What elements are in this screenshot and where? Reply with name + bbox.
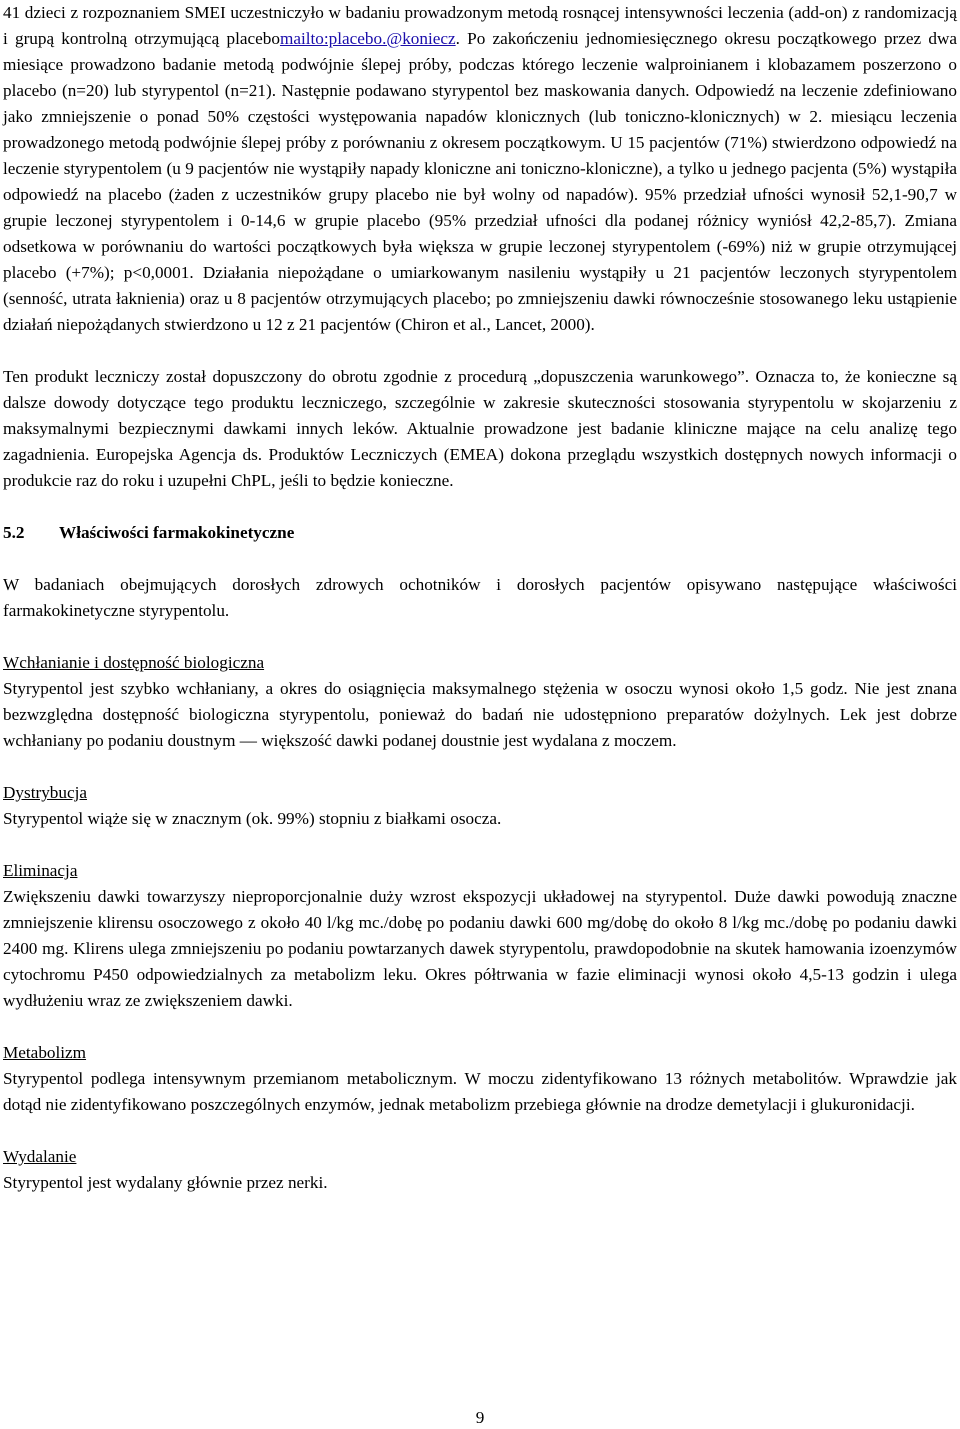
section-intro: W badaniach obejmujących dorosłych zdrowych ochotników i dorosłych pacjentów opisywano następujące właściwości farmakokinetyczne styrypentolu.: [3, 575, 957, 620]
subsection-text-absorption: Styrypentol jest szybko wchłaniany, a okres do osiągnięcia maksymalnego stężenia w osoczu wynosi około 1,5 godz. Nie jest znana bezwzględna dostępność biologiczna styrypentolu, ponieważ do badań nie udostępniono preparatów dożylnych. Lek jest dobrze wchłaniany po podaniu doustnym — większość dawki podanej doustnie jest wydalana z moczem.: [3, 679, 957, 750]
subsection-title-distribution: Dystrybucja: [3, 783, 88, 802]
subsection-text-metabolism: Styrypentol podlega intensywnym przemianom metabolicznym. W moczu zidentyfikowano 13 różnych metabolitów. Wprawdzie jak dotąd nie zidentyfikowano poszczególnych enzymów, jednak metabolizm przebiega głównie na drodze demetylacji i glukuronidacji.: [3, 1069, 957, 1114]
subsection-title-metabolism: Metabolizm: [3, 1043, 87, 1062]
study-text-start: 41 dzieci z rozpoznaniem SMEI uczestniczyło w badaniu prowadzonym metodą rosnącej intensywności leczenia (add-on) z randomizacją i grupą kontrolną otrzymującą placebo: [3, 3, 957, 48]
study-paragraph: [3, 0, 957, 338]
page-number: 9: [475, 1408, 485, 1427]
email-link[interactable]: mailto:placebo.@koniecz: [279, 29, 456, 48]
subsection-title-elimination: Eliminacja: [3, 861, 78, 880]
study-text-rest: . Po zakończeniu jednomiesięcznego okresu początkowego przez dwa miesiące prowadzono badanie metodą podwójnie ślepej próby, podczas którego leczenie walproinianem i klobazamem poszerzono o placebo (n=20) lub styrypentol (n=21). Następnie podawano styrypentol bez maskowania danych. Odpowiedź na leczenie zdefiniowano jako zmniejszenie o ponad 50% częstości występowania napadów klonicznych (lub toniczno-klonicznych) w 2. miesiącu leczenia prowadzonego metodą podwójnie ślepej próby z porównaniu z okresem początkowym. U 15 pacjentów (71%) stwierdzono odpowiedź na leczenie styrypentolem (u 9 pacjentów nie wystąpiły napady kloniczne ani toniczno-kloniczne), a tylko u jednego pacjenta (5%) wystąpiła odpowiedź na placebo (żaden z uczestników grupy placebo nie był wolny od napadów). 95% przedział ufności wynosił 52,1-90,7 w grupie leczonej styrypentolem i 0-14,6 w grupie placebo (95% przedział ufności dla podanej różnicy wyniósł 42,2-85,7). Zmiana odsetkowa w porównaniu do wartości początkowych była większa w grupie leczonej styrypentolem (-69%) niż w grupie otrzymującej placebo (+7%); p<0,0001. Działania niepożądane o umiarkowanym nasileniu wystąpiły u 21 pacjentów leczonych styrypentolem (senność, utrata łaknienia) oraz u 8 pacjentów otrzymujących placebo; po zmniejszeniu dawki równocześnie stosowanego leku ustąpienie działań niepożądanych stwierdzono u 12 z 21 pacjentów (Chiron et al., Lancet, 2000).: [3, 29, 957, 334]
section-number: 5.2: [3, 523, 25, 542]
subsection-text-elimination: Zwiększeniu dawki towarzyszy nieproporcjonalnie duży wzrost ekspozycji układowej na styrypentol. Duże dawki powodują znaczne zmniejszenie klirensu osoczowego z około 40 l/kg mc./dobę po podaniu dawki 600 mg/dobę do około 8 l/kg mc./dobę po podaniu dawki 2400 mg. Klirens ulega zmniejszeniu po podaniu powtarzanych dawek styrypentolu, prawdopodobnie na skutek hamowania izoenzymów cytochromu P450 odpowiedzialnych za metabolizm leku. Okres półtrwania w fazie eliminacji wynosi około 4,5-13 godzin i ulega wydłużeniu wraz ze zwiększeniem dawki.: [3, 887, 957, 1010]
subsection-text-excretion: Styrypentol jest wydalany głównie przez nerki.: [3, 1173, 328, 1192]
subsection-title-excretion: Wydalanie: [3, 1147, 77, 1166]
subsection-title-absorption: Wchłanianie i dostępność biologiczna: [3, 653, 265, 672]
document-page: [3, 0, 957, 1196]
subsection-text-distribution: Styrypentol wiąże się w znacznym (ok. 99%) stopniu z białkami osocza.: [3, 809, 502, 828]
section-title: Właściwości farmakokinetyczne: [59, 523, 295, 542]
conditional-approval-paragraph: Ten produkt leczniczy został dopuszczony do obrotu zgodnie z procedurą „dopuszczenia warunkowego”. Oznacza to, że konieczne są dalsze dowody dotyczące tego produktu leczniczego, szczególnie w zakresie skuteczności stosowania styrypentolu w skojarzeniu z maksymalnymi bezpiecznymi dawkami innych leków. Aktualnie prowadzone jest badanie kliniczne mające na celu analizę tego zagadnienia. Europejska Agencja ds. Produktów Leczniczych (EMEA) dokona przeglądu wszystkich dostępnych nowych informacji o produkcie raz do roku i uzupełni ChPL, jeśli to będzie konieczne.: [3, 367, 957, 490]
section-heading: [3, 520, 957, 546]
